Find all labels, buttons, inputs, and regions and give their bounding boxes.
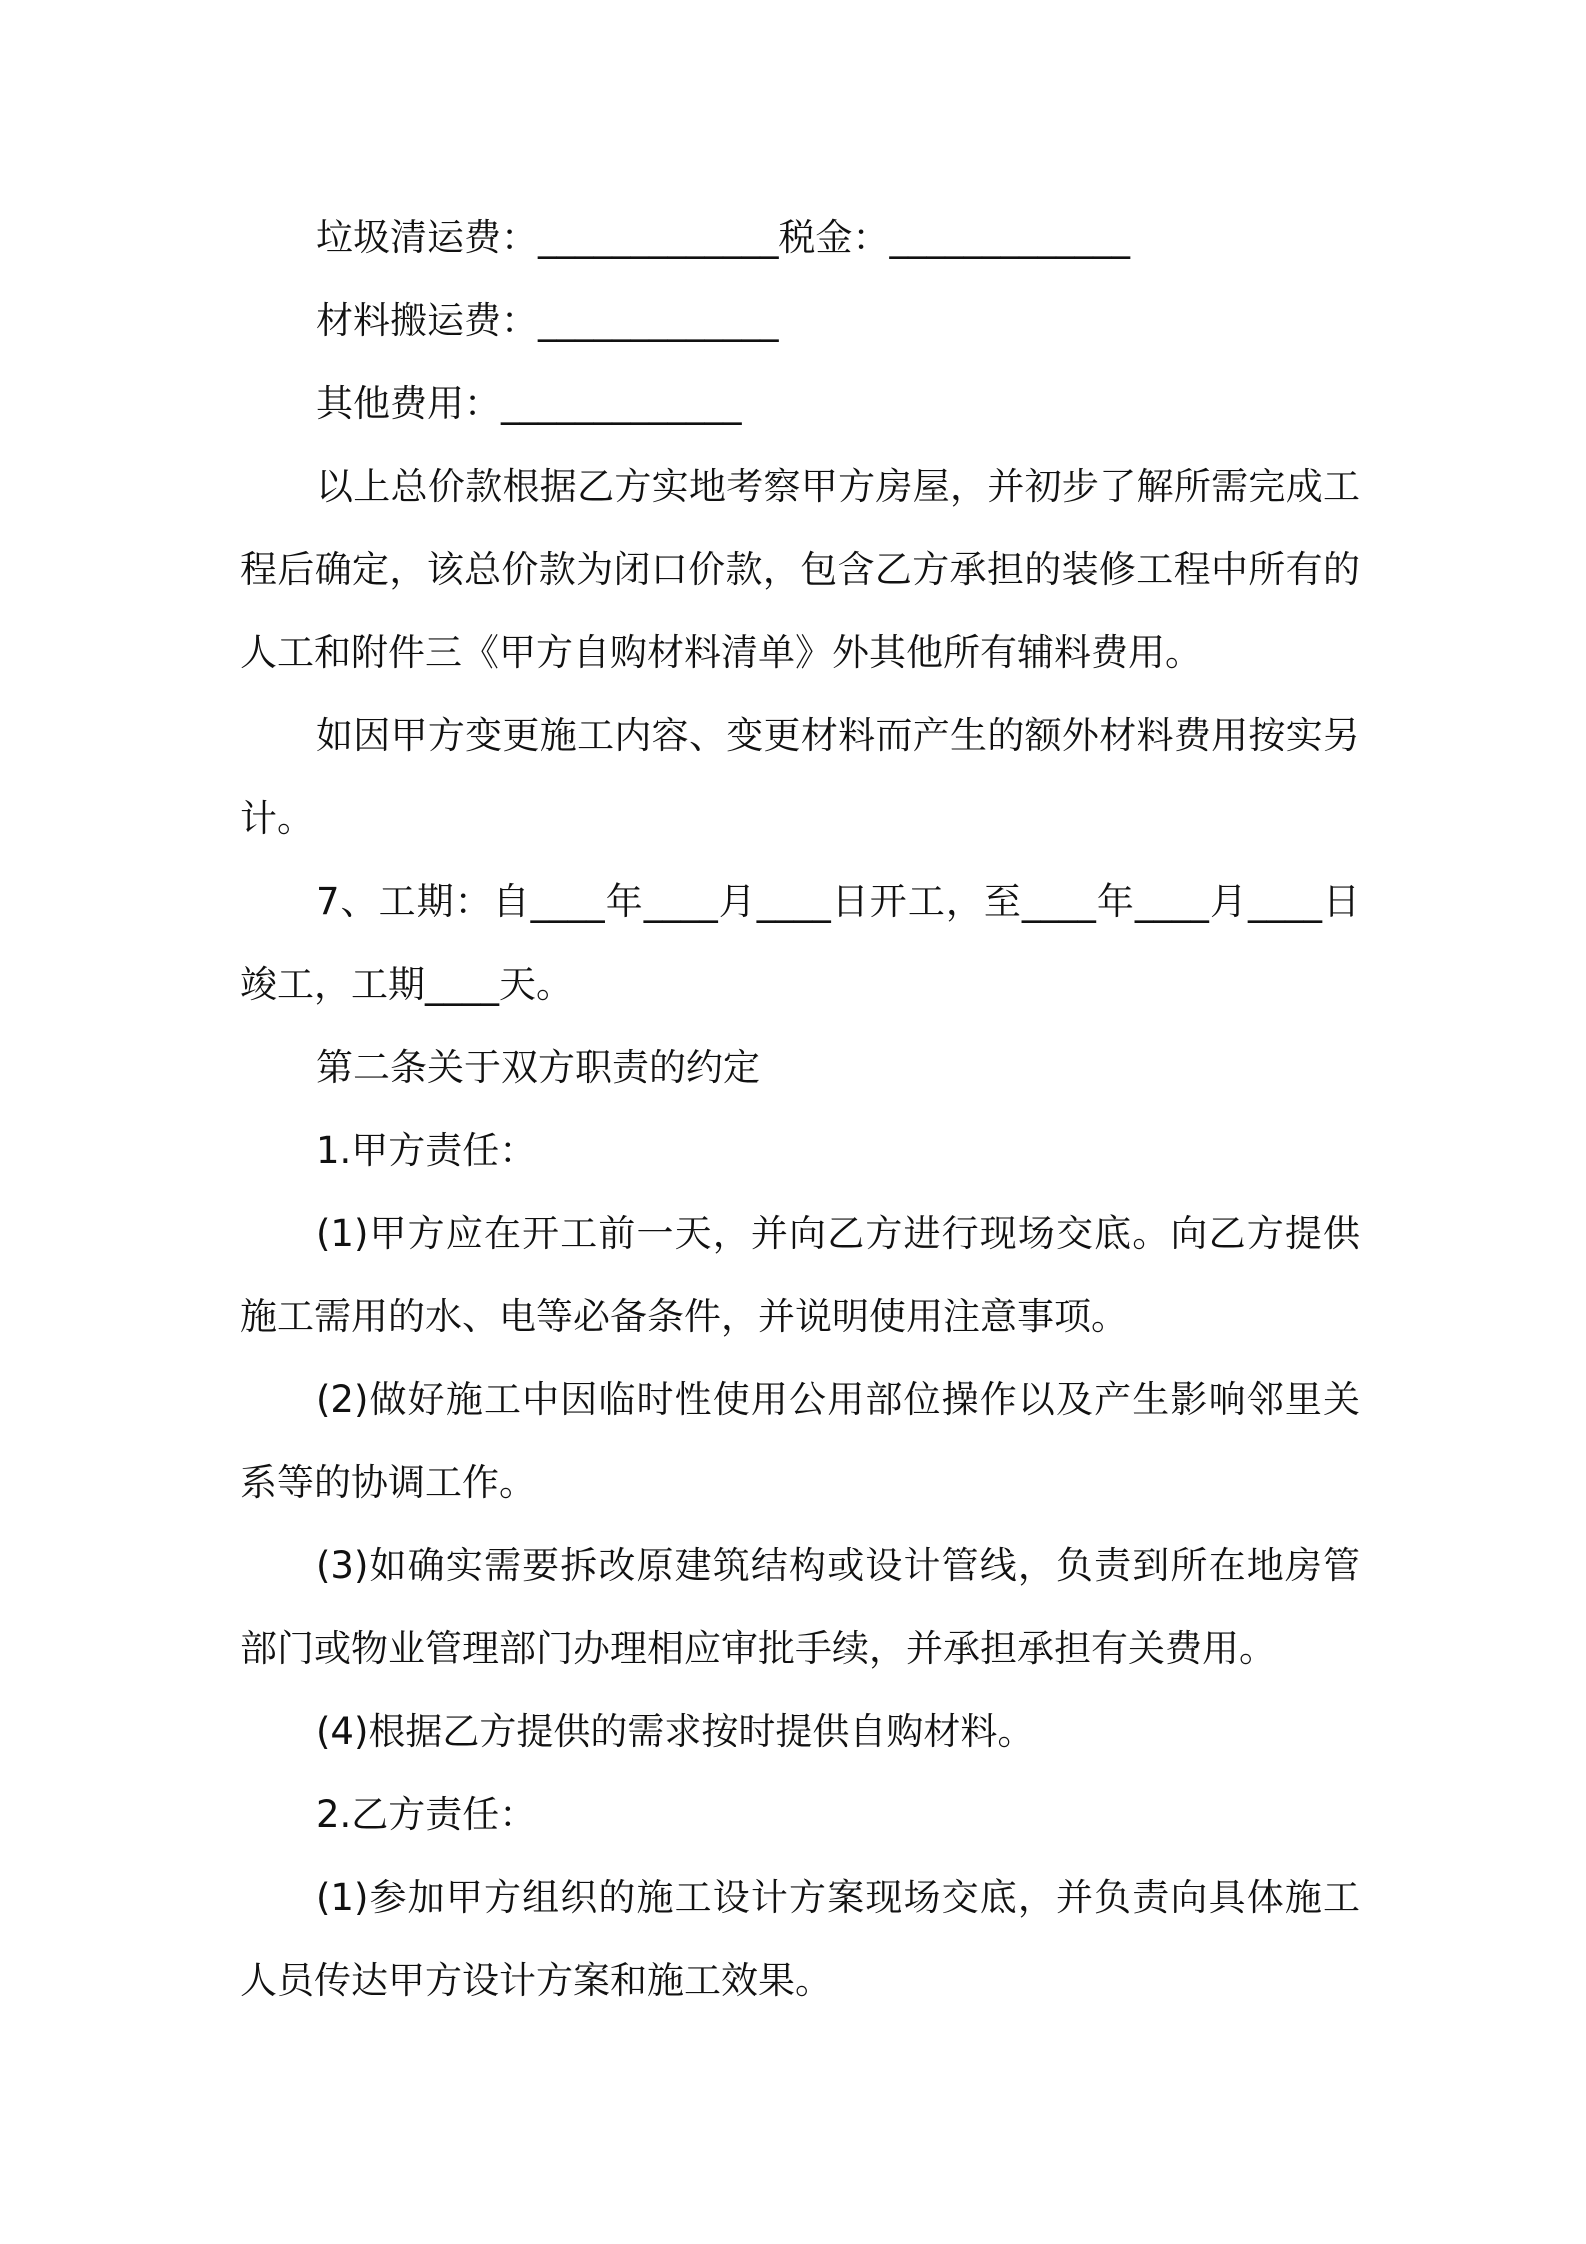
schedule-paragraph: 7、工期：自____年____月____日开工，至____年____月____日竣工，工期____天。 xyxy=(240,880,1360,1006)
total-price-paragraph: 以上总价款根据乙方实地考察甲方房屋，并初步了解所需完成工程后确定，该总价款为闭口价款，包含乙方承担的装修工程中所有的人工和附件三《甲方自购材料清单》外其他所有辅料费用。 xyxy=(240,465,1360,674)
document-body xyxy=(240,196,1360,2022)
article-two-heading: 第二条关于双方职责的约定 xyxy=(316,1046,760,1089)
fee-line-garbage-tax: 垃圾清运费：_____________税金：_____________ xyxy=(316,216,1130,259)
fee-line-other: 其他费用：_____________ xyxy=(316,382,742,425)
party-a-heading: 1.甲方责任： xyxy=(316,1129,537,1172)
party-b-heading: 2.乙方责任： xyxy=(316,1793,537,1836)
change-cost-paragraph: 如因甲方变更施工内容、变更材料而产生的额外材料费用按实另计。 xyxy=(240,714,1360,840)
party-a-item-4: (4)根据乙方提供的需求按时提供自购材料。 xyxy=(316,1710,1035,1753)
party-a-item-1: (1)甲方应在开工前一天，并向乙方进行现场交底。向乙方提供施工需用的水、电等必备条件，并说明使用注意事项。 xyxy=(240,1212,1360,1338)
fee-line-material-transport: 材料搬运费：_____________ xyxy=(316,299,779,342)
party-a-item-3: (3)如确实需要拆改原建筑结构或设计管线，负责到所在地房管部门或物业管理部门办理相应审批手续，并承担承担有关费用。 xyxy=(240,1544,1360,1670)
party-b-item-1: (1)参加甲方组织的施工设计方案现场交底，并负责向具体施工人员传达甲方设计方案和施工效果。 xyxy=(240,1876,1360,2002)
party-a-item-2: (2)做好施工中因临时性使用公用部位操作以及产生影响邻里关系等的协调工作。 xyxy=(240,1378,1360,1504)
